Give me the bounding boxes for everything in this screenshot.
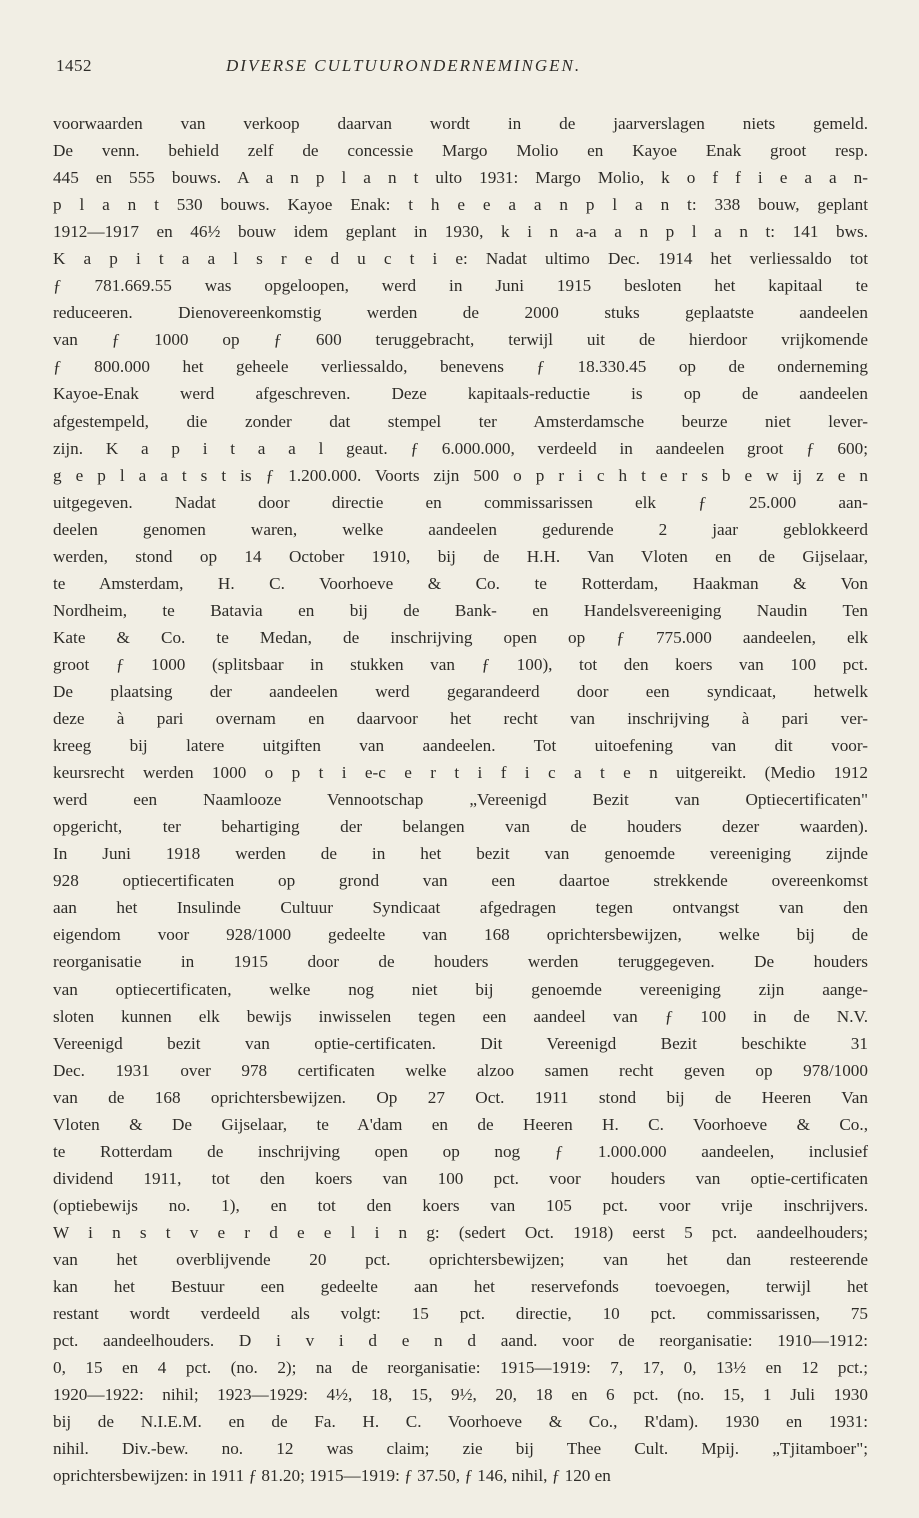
text-line: reduceeren. Dienovereenkomstig werden de 2000 stuks geplaatste aandeelen [53,303,868,323]
text-line: te Rotterdam de inschrijving open op nog ƒ 1.000.000 aandeelen, inclusief [53,1141,868,1161]
text-line: uitgegeven. Nadat door directie en commissarissen elk ƒ 25.000 aan- [53,492,868,512]
text-line: K a p i t a a l s r e d u c t i e: Nadat ultimo Dec. 1914 het verliessaldo tot [53,249,868,269]
text-line: opgericht, ter behartiging der belangen van de houders dezer waarden). [53,817,868,837]
text-line: (optiebewijs no. 1), en tot den koers van 105 pct. voor vrije inschrijvers. [53,1195,868,1215]
text-line: van optiecertificaten, welke nog niet bij genoemde vereeniging zijn aange- [53,979,868,999]
text-line: reorganisatie in 1915 door de houders werden teruggegeven. De houders [53,952,868,972]
text-line: Vloten & De Gijselaar, te A'dam en de Heeren H. C. Voorhoeve & Co., [53,1114,868,1134]
text-line: dividend 1911, tot den koers van 100 pct. voor houders van optie-certificaten [53,1168,868,1188]
text-line: Nordheim, te Batavia en bij de Bank- en Handelsvereeniging Naudin Ten [53,600,868,620]
text-line: eigendom voor 928/1000 gedeelte van 168 oprichtersbewijzen, welke bij de [53,925,868,945]
text-line: zijn. K a p i t a a l geaut. ƒ 6.000.000, verdeeld in aandeelen groot ƒ 600; [53,438,868,458]
text-line: W i n s t v e r d e e l i n g: (sedert Oct. 1918) eerst 5 pct. aandeelhouders; [53,1222,868,1242]
text-line: groot ƒ 1000 (splitsbaar in stukken van ƒ 100), tot den koers van 100 pct. [53,654,868,674]
text-line: Kate & Co. te Medan, de inschrijving open op ƒ 775.000 aandeelen, elk [53,627,868,647]
text-line: De plaatsing der aandeelen werd gegarandeerd door een syndicaat, hetwelk [53,681,868,701]
text-line: afgestempeld, die zonder dat stempel ter Amsterdamsche beurze niet lever- [53,411,868,431]
text-line: 1912—1917 en 46½ bouw idem geplant in 1930, k i n a-a a n p l a n t: 141 bws. [53,222,868,242]
text-line: oprichtersbewijzen: in 1911 ƒ 81.20; 1915—1919: ƒ 37.50, ƒ 146, nihil, ƒ 120 en [53,1466,611,1486]
text-line: nihil. Div.-bew. no. 12 was claim; zie bij Thee Cult. Mpij. „Tjitamboer"; [53,1439,868,1459]
text-line: keursrecht werden 1000 o p t i e-c e r t i f i c a t e n uitgereikt. (Medio 1912 [53,763,868,783]
text-line: van ƒ 1000 op ƒ 600 teruggebracht, terwijl uit de hierdoor vrijkomende [53,330,868,350]
text-line: van de 168 oprichtersbewijzen. Op 27 Oct. 1911 stond bij de Heeren Van [53,1087,868,1107]
text-line: ƒ 781.669.55 was opgeloopen, werd in Juni 1915 besloten het kapitaal te [53,276,868,296]
text-line: ƒ 800.000 het geheele verliessaldo, benevens ƒ 18.330.45 op de onderneming [53,357,868,377]
text-line: voorwaarden van verkoop daarvan wordt in de jaarverslagen niets gemeld. [53,114,868,133]
text-line: aan het Insulinde Cultuur Syndicaat afgedragen tegen ontvangst van den [53,898,868,918]
text-line: pct. aandeelhouders. D i v i d e n d aand. voor de reorganisatie: 1910—1912: [53,1331,868,1351]
text-line: restant wordt verdeeld als volgt: 15 pct. directie, 10 pct. commissarissen, 75 [53,1304,868,1324]
text-line: 928 optiecertificaten op grond van een daartoe strekkende overeenkomst [53,871,868,891]
text-line: te Amsterdam, H. C. Voorhoeve & Co. te Rotterdam, Haakman & Von [53,573,868,593]
text-line: deze à pari overnam en daarvoor het recht van inschrijving à pari ver- [53,709,868,729]
text-line: g e p l a a t s t is ƒ 1.200.000. Voorts zijn 500 o p r i c h t e r s b e w ij z e n [53,465,868,485]
text-line: p l a n t 530 bouws. Kayoe Enak: t h e e a a n p l a n t: 338 bouw, geplant [53,195,868,215]
text-line: deelen genomen waren, welke aandeelen gedurende 2 jaar geblokkeerd [53,519,868,539]
body-text [53,110,868,1489]
text-line: Kayoe-Enak werd afgeschreven. Deze kapitaals-reductie is op de aandeelen [53,384,868,404]
text-line: bij de N.I.E.M. en de Fa. H. C. Voorhoeve & Co., R'dam). 1930 en 1931: [53,1412,868,1432]
text-line: sloten kunnen elk bewijs inwisselen tegen een aandeel van ƒ 100 in de N.V. [53,1006,868,1026]
page-header [56,56,879,86]
text-line: 445 en 555 bouws. A a n p l a n t ulto 1931: Margo Molio, k o f f i e a a n- [53,168,868,188]
text-line: kreeg bij latere uitgiften van aandeelen. Tot uitoefening van dit voor- [53,736,868,756]
text-line: kan het Bestuur een gedeelte aan het reservefonds toevoegen, terwijl het [53,1277,868,1297]
text-line: van het overblijvende 20 pct. oprichtersbewijzen; van het dan resteerende [53,1249,868,1269]
text-line: werd een Naamlooze Vennootschap „Vereenigd Bezit van Optiecertificaten" [53,790,868,810]
text-line: Vereenigd bezit van optie-certificaten. Dit Vereenigd Bezit beschikte 31 [53,1033,868,1053]
text-line: In Juni 1918 werden de in het bezit van genoemde vereeniging zijnde [53,844,868,864]
text-line: 0, 15 en 4 pct. (no. 2); na de reorganisatie: 1915—1919: 7, 17, 0, 13½ en 12 pct.; [53,1358,868,1378]
text-line: De venn. behield zelf de concessie Margo Molio en Kayoe Enak groot resp. [53,141,868,161]
text-line: 1920—1922: nihil; 1923—1929: 4½, 18, 15, 9½, 20, 18 en 6 pct. (no. 15, 1 Juli 1930 [53,1385,868,1405]
text-line: Dec. 1931 over 978 certificaten welke alzoo samen recht geven op 978/1000 [53,1060,868,1080]
page-number: 1452 [56,56,92,75]
running-title: DIVERSE CULTUURONDERNEMINGEN. [226,56,582,75]
text-line: werden, stond op 14 October 1910, bij de H.H. Van Vloten en de Gijselaar, [53,546,868,566]
